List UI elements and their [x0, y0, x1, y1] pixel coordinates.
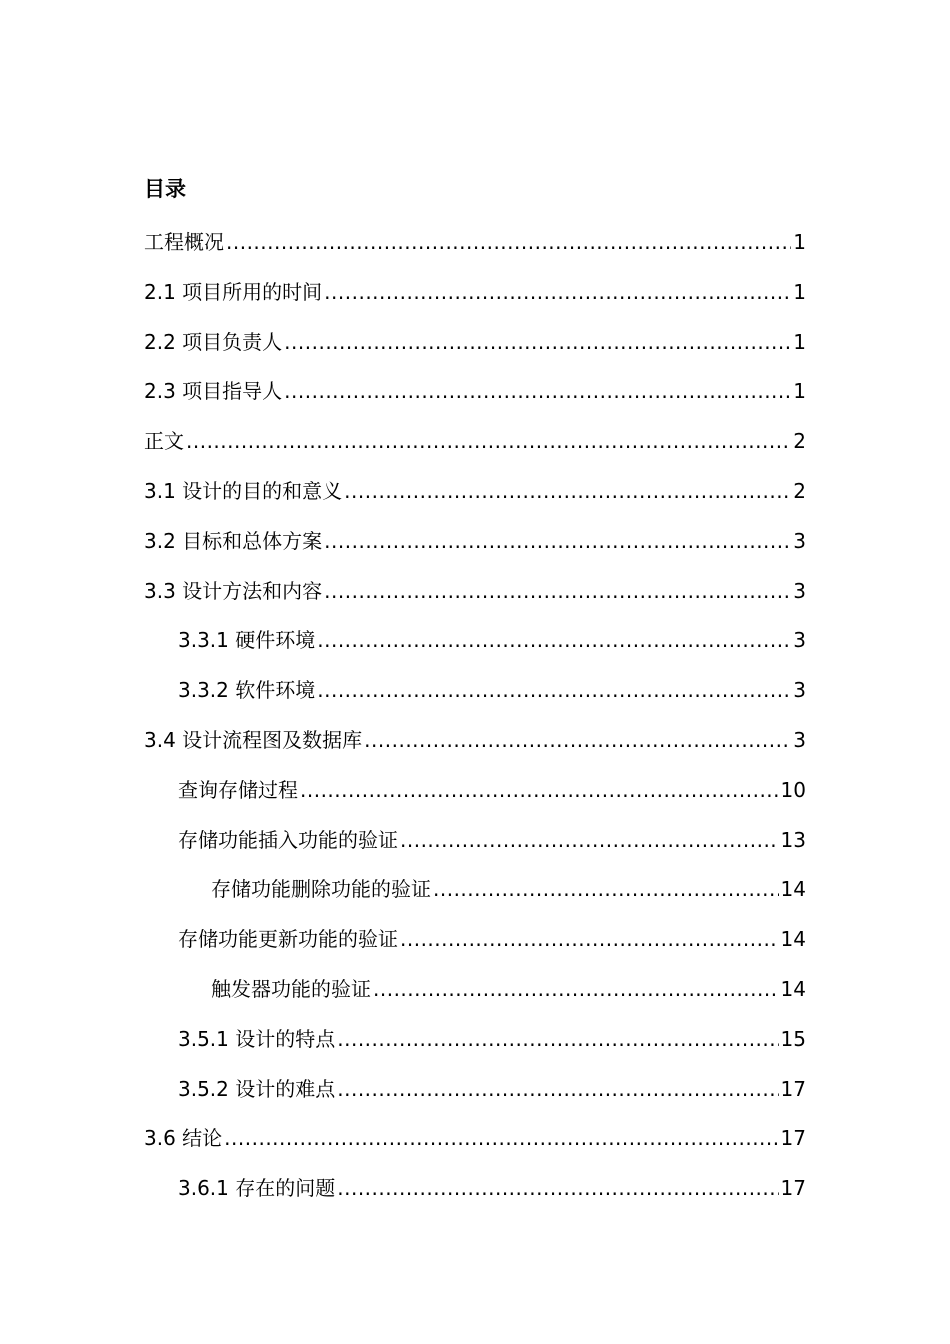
toc-entry[interactable] — [144, 674, 806, 724]
toc-entry-label: 存储功能删除功能的验证 — [211, 877, 431, 902]
toc-dot-leader — [317, 624, 791, 656]
toc-entry-label: 存储功能更新功能的验证 — [178, 927, 398, 952]
toc-list — [144, 226, 806, 1222]
toc-dot-leader — [324, 525, 791, 557]
toc-entry[interactable] — [144, 326, 806, 376]
toc-entry-label: 3.3.2 软件环境 — [178, 678, 316, 703]
toc-title: 目录 — [144, 177, 186, 201]
toc-entry[interactable] — [144, 624, 806, 674]
toc-entry-page: 10 — [780, 777, 806, 802]
toc-dot-leader — [226, 226, 791, 258]
toc-entry[interactable] — [144, 276, 806, 326]
toc-entry[interactable] — [144, 226, 806, 276]
toc-entry-page: 3 — [793, 678, 806, 703]
toc-entry[interactable] — [144, 923, 806, 973]
toc-dot-leader — [284, 326, 791, 358]
toc-dot-leader — [224, 1122, 778, 1154]
toc-dot-leader — [324, 575, 791, 607]
toc-entry-page: 1 — [793, 379, 806, 404]
toc-entry-label: 3.6.1 存在的问题 — [178, 1176, 336, 1201]
toc-entry-label: 2.1 项目所用的时间 — [144, 279, 323, 304]
toc-entry-page: 3 — [793, 727, 806, 752]
toc-entry[interactable] — [144, 1122, 806, 1172]
toc-entry-label: 3.4 设计流程图及数据库 — [144, 727, 363, 752]
toc-entry-page: 2 — [793, 429, 806, 454]
toc-entry-page: 17 — [780, 1126, 806, 1151]
toc-entry-page: 2 — [793, 478, 806, 503]
toc-entry[interactable] — [144, 525, 806, 575]
toc-entry-label: 3.5.1 设计的特点 — [178, 1026, 336, 1051]
toc-entry-label: 3.5.2 设计的难点 — [178, 1076, 336, 1101]
toc-dot-leader — [344, 475, 791, 507]
toc-entry-label: 2.2 项目负责人 — [144, 329, 283, 354]
toc-entry-page: 14 — [780, 976, 806, 1001]
toc-dot-leader — [364, 724, 791, 756]
toc-entry-page: 14 — [780, 877, 806, 902]
toc-dot-leader — [337, 1073, 778, 1105]
toc-dot-leader — [337, 1023, 778, 1055]
toc-entry-label: 触发器功能的验证 — [211, 976, 371, 1001]
toc-entry[interactable] — [144, 1172, 806, 1222]
toc-entry-label: 3.3 设计方法和内容 — [144, 578, 323, 603]
toc-entry[interactable] — [144, 375, 806, 425]
toc-dot-leader — [433, 873, 779, 905]
toc-entry-page: 1 — [793, 279, 806, 304]
toc-entry-label: 3.1 设计的目的和意义 — [144, 478, 343, 503]
toc-entry[interactable] — [144, 973, 806, 1023]
toc-dot-leader — [400, 923, 779, 955]
toc-dot-leader — [284, 375, 791, 407]
toc-entry[interactable] — [144, 774, 806, 824]
toc-dot-leader — [337, 1172, 778, 1204]
toc-entry-page: 17 — [780, 1176, 806, 1201]
toc-entry-label: 正文 — [144, 429, 184, 454]
toc-entry-label: 存储功能插入功能的验证 — [178, 827, 398, 852]
toc-entry-page: 3 — [793, 578, 806, 603]
toc-dot-leader — [373, 973, 779, 1005]
toc-entry[interactable] — [144, 824, 806, 874]
toc-entry-page: 17 — [780, 1076, 806, 1101]
toc-entry-page: 1 — [793, 230, 806, 254]
toc-dot-leader — [324, 276, 791, 308]
toc-entry[interactable] — [144, 724, 806, 774]
toc-dot-leader — [300, 774, 779, 806]
toc-entry-label: 工程概况 — [144, 230, 224, 254]
toc-entry-page: 3 — [793, 628, 806, 653]
toc-entry-label: 3.2 目标和总体方案 — [144, 528, 323, 553]
toc-entry[interactable] — [144, 475, 806, 525]
toc-entry[interactable] — [144, 1023, 806, 1073]
toc-entry-page: 1 — [793, 329, 806, 354]
toc-entry-page: 13 — [780, 827, 806, 852]
toc-entry[interactable] — [144, 425, 806, 475]
toc-entry-label: 3.3.1 硬件环境 — [178, 628, 316, 653]
toc-entry-page: 3 — [793, 528, 806, 553]
toc-dot-leader — [186, 425, 791, 457]
toc-entry-label: 3.6 结论 — [144, 1126, 223, 1151]
toc-dot-leader — [317, 674, 791, 706]
toc-entry-page: 14 — [780, 927, 806, 952]
toc-entry[interactable] — [144, 1073, 806, 1123]
toc-entry[interactable] — [144, 575, 806, 625]
toc-entry[interactable] — [144, 873, 806, 923]
toc-dot-leader — [400, 824, 779, 856]
toc-entry-label: 2.3 项目指导人 — [144, 379, 283, 404]
toc-entry-page: 15 — [780, 1026, 806, 1051]
toc-entry-label: 查询存储过程 — [178, 777, 298, 802]
